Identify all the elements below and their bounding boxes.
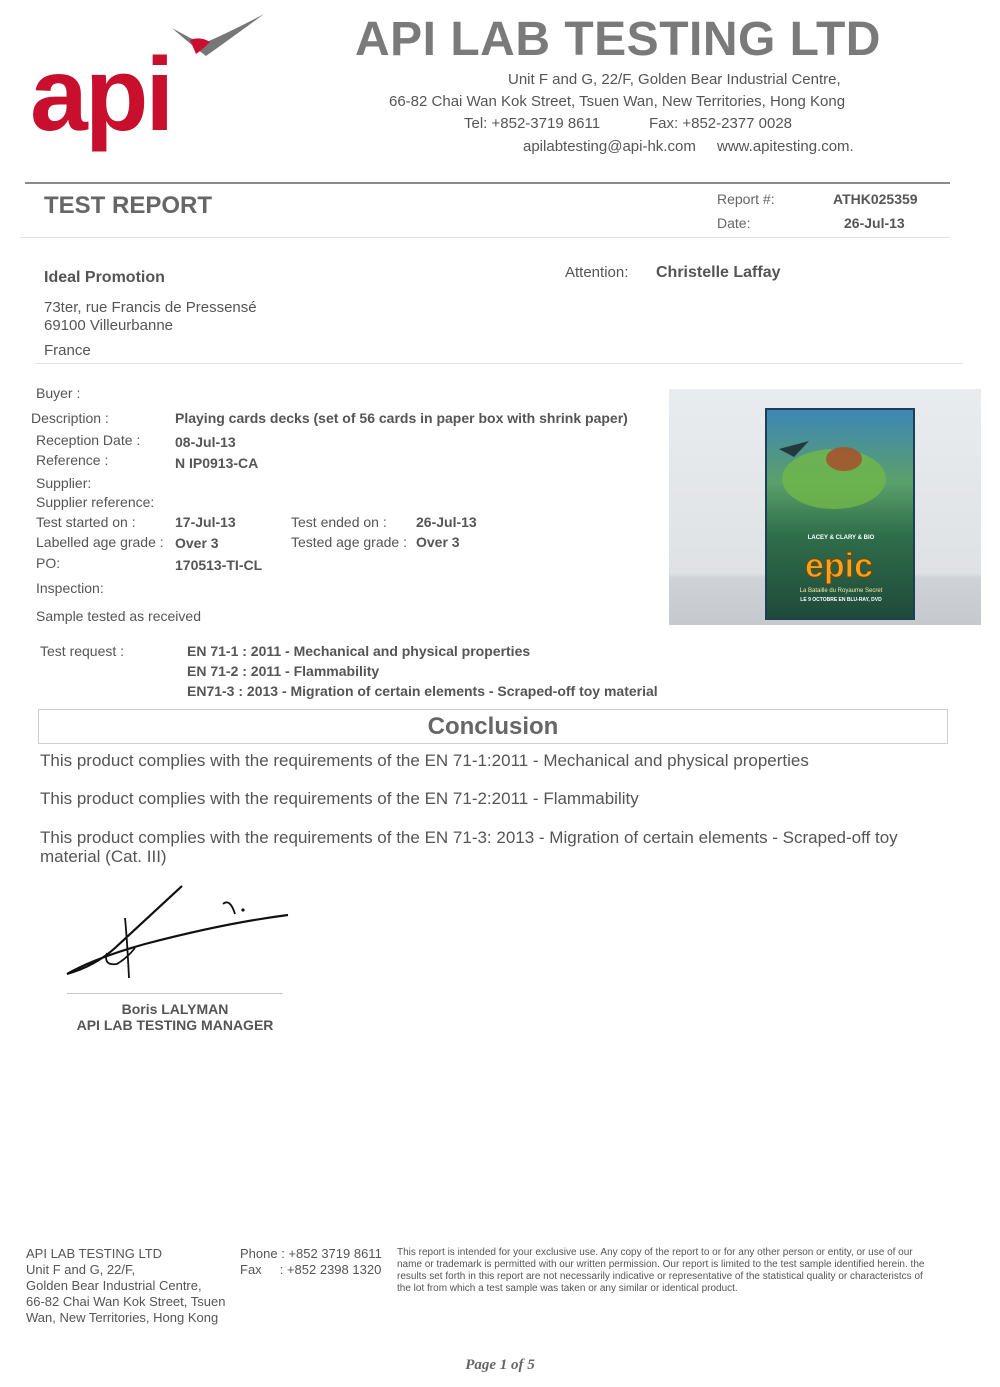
test-ended-value: 26-Jul-13 (416, 514, 477, 530)
client-street: 73ter, rue Francis de Pressensé (44, 299, 257, 316)
page-number: Page 1 of 5 (465, 1357, 535, 1373)
company-fax: Fax: +852-2377 0028 (649, 115, 793, 132)
logo-text: api (30, 37, 172, 153)
test-ended-label: Test ended on : (291, 514, 387, 530)
report-date: 26-Jul-13 (844, 215, 905, 231)
signature-line (67, 993, 283, 994)
reception-date-label: Reception Date : (36, 432, 141, 448)
reference-label: Reference : (36, 452, 109, 468)
test-started-label: Test started on : (36, 514, 136, 530)
footer-phone: Phone : +852 3719 8611 (240, 1246, 382, 1261)
product-photo (669, 389, 981, 625)
photo-box-text-top: LACEY & CLARY & BIO (807, 535, 875, 541)
test-request-label: Test request : (40, 643, 125, 659)
header-divider (25, 182, 950, 184)
supplier-reference-label: Supplier reference: (36, 494, 155, 510)
test-request-item: EN71-3 : 2013 - Migration of certain elements - Scraped-off toy material (187, 683, 658, 699)
conclusion-line: This product complies with the requirements of the EN 71-2:2011 - Flammability (40, 789, 639, 808)
photo-box-title: epic (804, 547, 874, 585)
footer-address-line: Wan, New Territories, Hong Kong (26, 1310, 219, 1325)
reference-value: N IP0913-CA (175, 455, 259, 471)
company-address-line1: Unit F and G, 22/F, Golden Bear Industrial Centre, (508, 71, 841, 88)
report-number-label: Report #: (717, 191, 775, 207)
signatory-title: API LAB TESTING MANAGER (76, 1017, 274, 1033)
conclusion-line: This product complies with the requirements of the EN 71-3: 2013 - Migration of certain elements - Scraped-off toy material (Cat. III) (40, 828, 898, 866)
conclusion-line: This product complies with the requirements of the EN 71-1:2011 - Mechanical and physical properties (40, 751, 809, 770)
footer-disclaimer: This report is intended for your exclusive use. Any copy of the report to or for any other person or entity, or use of our name or trademark is permitted with our written permission. Our report is limited to the test sample identified herein. the results set forth in this report are not necessarily indicative or representative of the statistical quality or characteristcs of the lot from which a test sample was taken or any similar or identical product. (397, 1247, 925, 1294)
client-divider (35, 363, 963, 364)
tested-age-value: Over 3 (416, 534, 460, 550)
labelled-age-label: Labelled age grade : (36, 534, 164, 550)
footer-address-line: 66-82 Chai Wan Kok Street, Tsuen (26, 1294, 226, 1309)
test-started-value: 17-Jul-13 (175, 514, 236, 530)
company-name: API LAB TESTING LTD (355, 13, 881, 66)
photo-box-release: LE 9 OCTOBRE EN BLU-RAY, DVD (800, 597, 882, 603)
description-value: Playing cards decks (set of 56 cards in paper box with shrink paper) (175, 410, 628, 426)
signature-image (55, 878, 295, 988)
po-value: 170513-TI-CL (175, 557, 263, 573)
sample-note: Sample tested as received (36, 608, 201, 624)
attention-name: Christelle Laffay (656, 264, 781, 281)
company-tel: Tel: +852-3719 8611 (464, 115, 601, 132)
client-city: 69100 Villeurbanne (44, 317, 174, 334)
api-logo (30, 10, 270, 160)
buyer-label: Buyer : (36, 385, 81, 401)
test-request-item: EN 71-2 : 2011 - Flammability (187, 663, 380, 679)
inspection-label: Inspection: (36, 580, 104, 596)
report-title: TEST REPORT (44, 192, 213, 219)
client-country: France (44, 342, 91, 359)
company-website: www.apitesting.com. (717, 138, 854, 155)
swoosh-icon (172, 14, 264, 56)
title-divider (20, 237, 950, 238)
report-number: ATHK025359 (833, 191, 918, 207)
photo-box-subtitle: La Bataille du Royaume Secret (799, 588, 883, 594)
company-email: apilabtesting@api-hk.com (523, 138, 696, 155)
footer-address-line: Unit F and G, 22/F, (26, 1262, 136, 1277)
po-label: PO: (36, 555, 61, 571)
signatory-name: Boris LALYMAN (121, 1001, 229, 1017)
report-date-label: Date: (717, 215, 751, 231)
labelled-age-value: Over 3 (175, 535, 219, 551)
footer-company: API LAB TESTING LTD (26, 1246, 163, 1261)
conclusion-heading: Conclusion (38, 709, 948, 744)
attention-label: Attention: (565, 264, 629, 281)
tested-age-label: Tested age grade : (291, 534, 407, 550)
client-name: Ideal Promotion (44, 269, 165, 286)
footer-address-line: Golden Bear Industrial Centre, (26, 1278, 202, 1293)
description-label: Description : (31, 410, 109, 426)
test-request-item: EN 71-1 : 2011 - Mechanical and physical properties (187, 643, 531, 659)
footer-fax: Fax : +852 2398 1320 (240, 1262, 382, 1277)
supplier-label: Supplier: (36, 475, 92, 491)
reception-date-value: 08-Jul-13 (175, 434, 236, 450)
company-address-line2: 66-82 Chai Wan Kok Street, Tsuen Wan, New Territories, Hong Kong (389, 93, 846, 110)
